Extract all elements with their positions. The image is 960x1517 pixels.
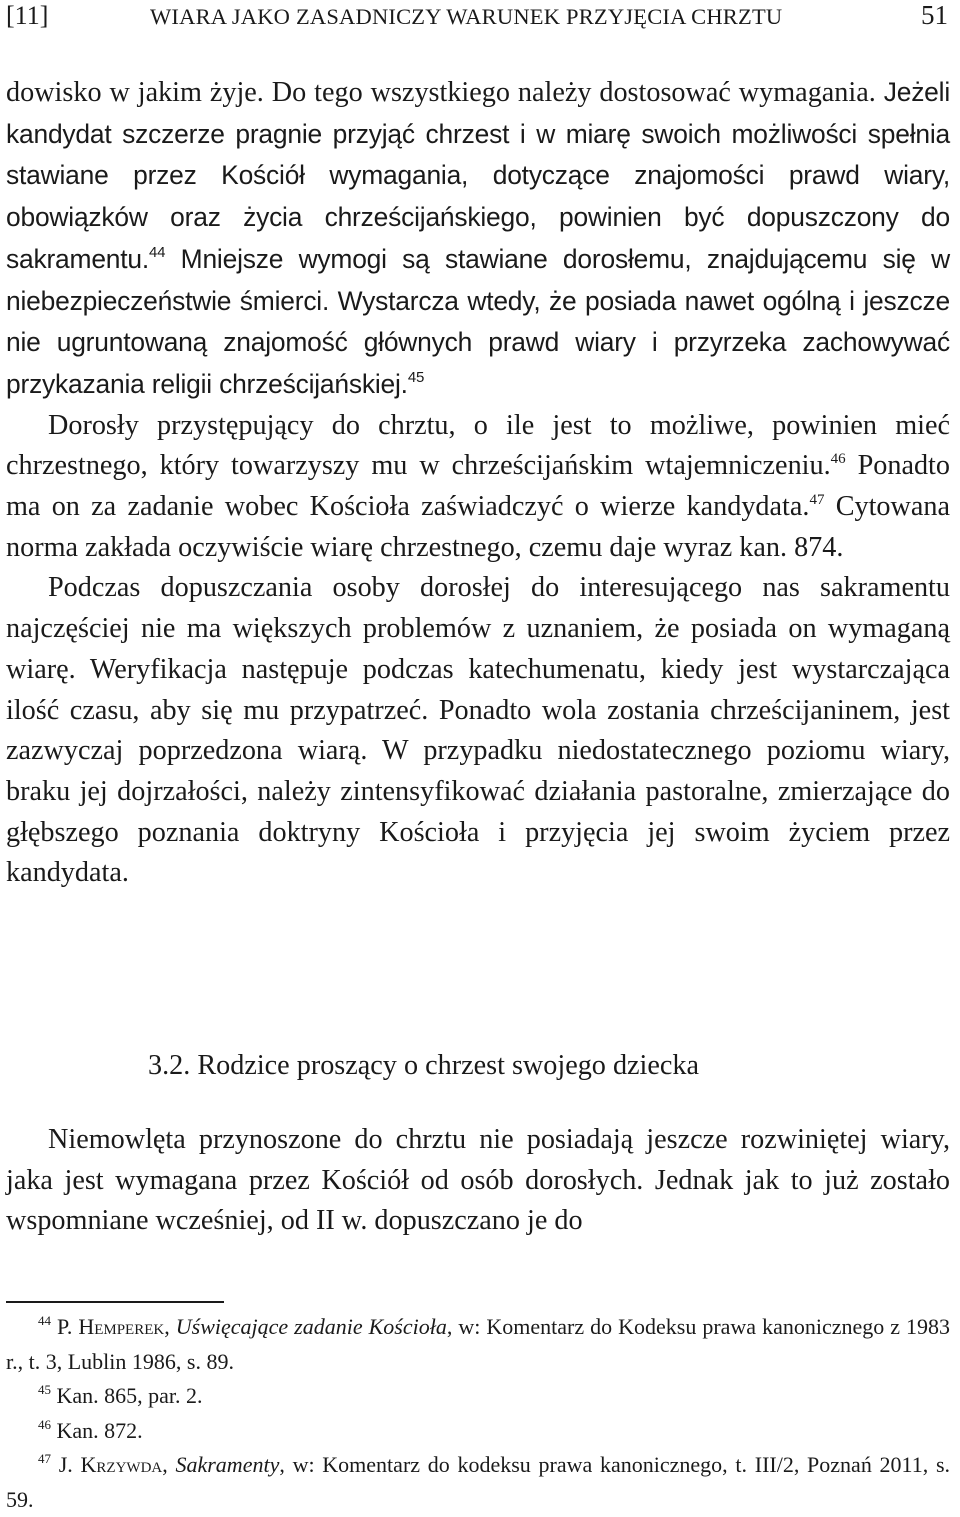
footnote-47-author: Krzywda (80, 1452, 163, 1477)
page-number: 51 (921, 0, 948, 30)
paragraph-2-a: Dorosły przystępujący do chrztu, o ile jest to możliwe, powinien mieć chrzestnego, który towarzyszy mu w chrześcijańskim wtajemniczeniu. (6, 409, 950, 482)
footnote-44-rest: , w: Komentarz do Kodeksu prawa kanonicznego z 1983 r., t. 3, Lublin 1986, s. 89. (6, 1314, 951, 1374)
section-number: [11] (6, 1, 49, 30)
footnote-44 (6, 1310, 950, 1379)
paragraph-1-sans-b: Mniejsze wymogi są stawiane dorosłemu, znajdującemu się w niebezpieczeństwie śmierci. Wystarcza wtedy, że posiada nawet ogólną i jeszcze nie ugruntowaną znajomość głównych prawd wiary i przyrzeka zachowywać przykazania religii chrześcijańskiej. (6, 243, 950, 399)
footnote-45-text: Kan. 865, par. 2. (56, 1383, 203, 1408)
footnote-47-title: Sakramenty (175, 1452, 280, 1477)
footnote-47-initial: J. (58, 1452, 81, 1477)
footnote-46-text: Kan. 872. (56, 1417, 143, 1443)
main-text-continued (6, 1120, 950, 1242)
footnote-ref-44[interactable]: 44 (149, 243, 166, 261)
footnote-45 (6, 1379, 950, 1414)
paragraph-1 (6, 72, 950, 406)
paragraph-1-sans (6, 77, 950, 399)
footnote-ref-47[interactable]: 47 (809, 492, 825, 509)
running-title: WIARA JAKO ZASADNICZY WARUNEK PRZYJĘCIA CHRZTU (150, 4, 783, 29)
footnote-44-author: Hemperek (78, 1314, 165, 1339)
footnote-47-rest: , w: Komentarz do kodeksu prawa kanonicznego, t. III/2, Poznań 2011, s. 59. (6, 1452, 951, 1512)
paragraph-2-b: Ponadto ma on za zadanie wobec Kościoła zaświadczyć o wierze kandydata. (6, 450, 950, 523)
footnote-44-initial: P. (57, 1314, 79, 1339)
footnote-44-mark: 44 (38, 1313, 51, 1328)
footnotes (6, 1310, 950, 1517)
footnote-ref-46[interactable]: 46 (830, 451, 846, 468)
running-header (6, 0, 952, 40)
footnote-46 (6, 1414, 950, 1449)
paragraph-3: Podczas dopuszczania osoby dorosłej do interesującego nas sakramentu najczęściej nie ma większych problemów z uznaniem, że posiada on wymaganą wiarę. Weryfikacja następuje podczas katechumenatu, kiedy jest wystarczająca ilość czasu, aby się mu przypatrzeć. Ponadto wola zostania chrześcijaninem, jest zazwyczaj poprzedzona wiarą. W przypadku niedostatecznego poziomu wiary, braku jej dojrzałości, należy zintensyfikować działania pastoralne, zmierzające do głębszego poznania doktryny Kościoła i przyjęcia jej swoim życiem przez kandydata. (6, 572, 950, 889)
footnote-47-sep: , (162, 1452, 176, 1477)
footnote-ref-45[interactable]: 45 (407, 368, 425, 386)
footnote-46-mark: 46 (38, 1416, 51, 1432)
paragraph-2-c: Cytowana norma zakłada oczywiście wiarę chrzestnego, czemu daje wyraz kan. 874. (6, 491, 951, 563)
paragraph-2 (6, 406, 950, 569)
paragraph-1-sans-a: Jeżeli kandydat szczerze pragnie przyjąć chrzest i w miarę swoich możliwości spełnia stawiane przez Kościół wymagania, dotyczące znajomości prawd wiary, obowiązków oraz życia chrześcijańskiego, powinien być dopuszczony do sakramentu. (6, 77, 950, 274)
footnote-44-title: Uświęcające zadanie Kościoła (175, 1314, 447, 1339)
footnote-45-mark: 45 (38, 1382, 51, 1397)
footnote-44-sep: , (164, 1314, 176, 1339)
footnote-47-mark: 47 (38, 1451, 51, 1466)
footnote-divider (6, 1301, 224, 1303)
paragraph-4: Niemowlęta przynoszone do chrztu nie posiadają jeszcze rozwiniętej wiary, jaka jest wymagana przez Kościół od osób dorosłych. Jednak jak to już zostało wspomniane wcześniej, od II w. dopuszczano je do (6, 1124, 950, 1237)
main-text (6, 72, 950, 894)
section-heading: 3.2. Rodzice proszący o chrzest swojego dziecka (148, 1050, 700, 1081)
paragraph-1-serif: dowisko w jakim żyje. Do tego wszystkiego należy dostosować wymagania. (6, 77, 884, 108)
footnote-47 (6, 1448, 950, 1517)
